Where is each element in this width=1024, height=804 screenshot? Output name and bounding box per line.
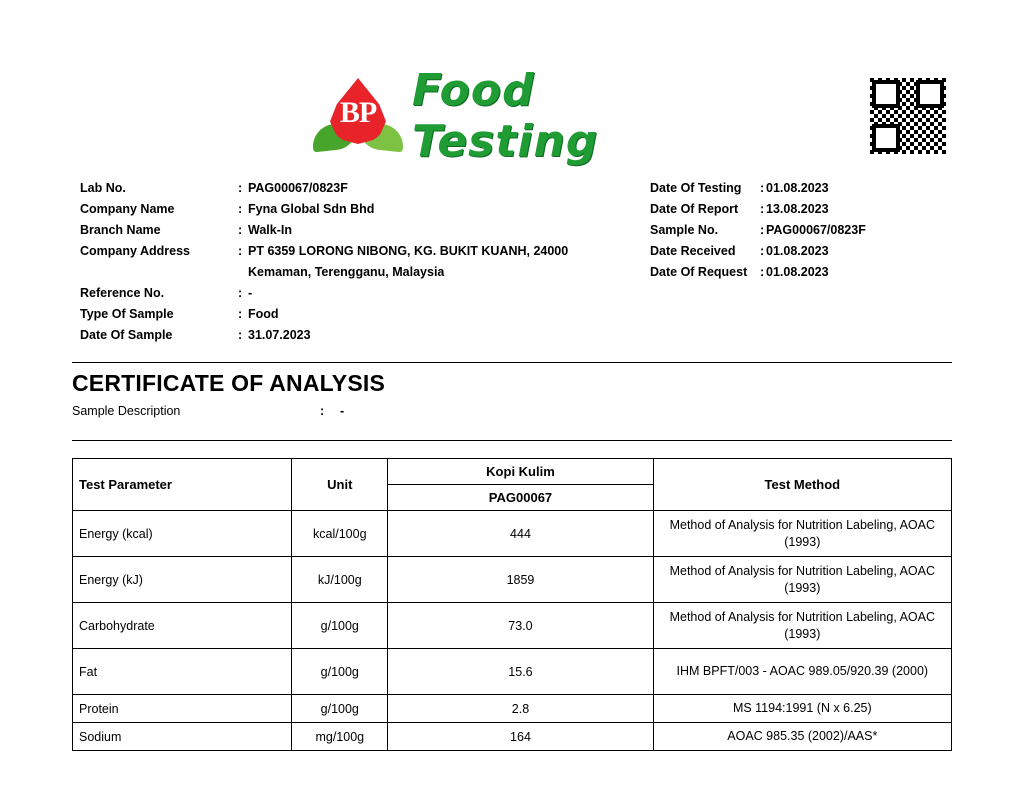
sample-description-row bbox=[72, 404, 952, 418]
header-test-method: Test Method bbox=[653, 459, 951, 511]
divider-bottom bbox=[72, 440, 952, 441]
meta-value: PAG00067/0823F bbox=[248, 181, 348, 195]
results-table bbox=[72, 458, 952, 751]
meta-label: Sample No. bbox=[650, 223, 719, 237]
cell-unit: g/100g bbox=[292, 695, 388, 723]
meta-colon: : bbox=[760, 244, 765, 258]
cell-value: 444 bbox=[388, 511, 653, 557]
cell-unit: g/100g bbox=[292, 649, 388, 695]
meta-label: Date Received bbox=[650, 244, 736, 258]
meta-label: Type Of Sample bbox=[80, 307, 174, 321]
meta-value: - bbox=[248, 286, 253, 300]
cell-method: Method of Analysis for Nutrition Labeling, AOAC (1993) bbox=[653, 511, 951, 557]
meta-label: Reference No. bbox=[80, 286, 165, 300]
table-row bbox=[73, 649, 952, 695]
meta-colon: : bbox=[238, 244, 243, 258]
meta-value: 01.08.2023 bbox=[766, 181, 829, 195]
report-meta-left bbox=[80, 178, 650, 346]
report-meta bbox=[80, 178, 948, 346]
table-row bbox=[73, 695, 952, 723]
table-header-row bbox=[73, 459, 952, 485]
meta-value: Food bbox=[248, 307, 279, 321]
cell-method: Method of Analysis for Nutrition Labeling, AOAC (1993) bbox=[653, 557, 951, 603]
meta-row-branch-name bbox=[80, 220, 650, 241]
meta-value: 31.07.2023 bbox=[248, 328, 311, 342]
table-row bbox=[73, 723, 952, 751]
cell-parameter: Fat bbox=[73, 649, 292, 695]
page-title: CERTIFICATE OF ANALYSIS bbox=[72, 370, 385, 396]
cell-method: AOAC 985.35 (2002)/AAS* bbox=[653, 723, 951, 751]
cell-parameter: Protein bbox=[73, 695, 292, 723]
cell-value: 1859 bbox=[388, 557, 653, 603]
meta-colon: : bbox=[238, 307, 243, 321]
meta-colon: : bbox=[238, 223, 243, 237]
meta-row-lab-no bbox=[80, 178, 650, 199]
cell-value: 164 bbox=[388, 723, 653, 751]
meta-value: 01.08.2023 bbox=[766, 265, 829, 279]
meta-row-company-address bbox=[80, 241, 650, 262]
cell-unit: g/100g bbox=[292, 603, 388, 649]
meta-colon: : bbox=[760, 181, 765, 195]
meta-colon: : bbox=[238, 328, 243, 342]
meta-row-date-of-request bbox=[650, 262, 948, 283]
meta-value: 01.08.2023 bbox=[766, 244, 829, 258]
cell-parameter: Carbohydrate bbox=[73, 603, 292, 649]
meta-label: Date Of Request bbox=[650, 265, 748, 279]
meta-value: 13.08.2023 bbox=[766, 202, 829, 216]
meta-colon: : bbox=[760, 223, 765, 237]
cell-value: 73.0 bbox=[388, 603, 653, 649]
qr-code-icon bbox=[870, 78, 946, 154]
sample-description-value: - bbox=[340, 404, 345, 418]
logo-mark-text: BP bbox=[339, 96, 377, 129]
header-sample-name: Kopi Kulim bbox=[388, 459, 653, 485]
meta-colon: : bbox=[238, 286, 243, 300]
header-unit: Unit bbox=[292, 459, 388, 511]
meta-row-sample-no bbox=[650, 220, 948, 241]
sample-description-colon: : bbox=[320, 404, 325, 418]
cell-method: IHM BPFT/003 - AOAC 989.05/920.39 (2000) bbox=[653, 649, 951, 695]
meta-label: Date Of Testing bbox=[650, 181, 742, 195]
meta-row-reference-no bbox=[80, 283, 650, 304]
table-row bbox=[73, 557, 952, 603]
meta-value: Fyna Global Sdn Bhd bbox=[248, 202, 375, 216]
cell-method: MS 1194:1991 (N x 6.25) bbox=[653, 695, 951, 723]
meta-value: Kemaman, Terengganu, Malaysia bbox=[248, 265, 445, 279]
cell-unit: kJ/100g bbox=[292, 557, 388, 603]
table-row bbox=[73, 511, 952, 557]
cell-unit: kcal/100g bbox=[292, 511, 388, 557]
header-sample-code: PAG00067 bbox=[388, 485, 653, 511]
meta-label: Date Of Report bbox=[650, 202, 739, 216]
meta-colon: : bbox=[760, 202, 765, 216]
meta-row-type-of-sample bbox=[80, 304, 650, 325]
cell-parameter: Energy (kJ) bbox=[73, 557, 292, 603]
meta-row-company-address-line2 bbox=[80, 262, 650, 283]
logo-wordmark: Food Testing bbox=[412, 65, 599, 167]
brand-logo bbox=[312, 65, 712, 167]
report-meta-right bbox=[650, 178, 948, 346]
meta-label: Branch Name bbox=[80, 223, 161, 237]
meta-row-date-received bbox=[650, 241, 948, 262]
cell-unit: mg/100g bbox=[292, 723, 388, 751]
cell-value: 2.8 bbox=[388, 695, 653, 723]
table-row bbox=[73, 603, 952, 649]
cell-parameter: Sodium bbox=[73, 723, 292, 751]
meta-row-date-of-testing bbox=[650, 178, 948, 199]
divider-top bbox=[72, 362, 952, 363]
meta-value: Walk-In bbox=[248, 223, 292, 237]
qr-finder-bottom-left bbox=[872, 124, 900, 152]
cell-method: Method of Analysis for Nutrition Labeling, AOAC (1993) bbox=[653, 603, 951, 649]
sample-description-label: Sample Description bbox=[72, 404, 181, 418]
meta-label: Company Name bbox=[80, 202, 175, 216]
cell-parameter: Energy (kcal) bbox=[73, 511, 292, 557]
meta-label: Date Of Sample bbox=[80, 328, 173, 342]
meta-value: PAG00067/0823F bbox=[766, 223, 866, 237]
cell-value: 15.6 bbox=[388, 649, 653, 695]
meta-row-date-of-report bbox=[650, 199, 948, 220]
meta-label: Lab No. bbox=[80, 181, 126, 195]
meta-colon: : bbox=[238, 181, 243, 195]
results-table-wrapper bbox=[72, 458, 952, 751]
meta-row-date-of-sample bbox=[80, 325, 650, 346]
meta-colon: : bbox=[238, 202, 243, 216]
meta-row-company-name bbox=[80, 199, 650, 220]
header-test-parameter: Test Parameter bbox=[73, 459, 292, 511]
logo-droplet-leaf-icon bbox=[312, 78, 404, 154]
document-header bbox=[0, 0, 1024, 167]
meta-label: Company Address bbox=[80, 244, 190, 258]
meta-colon: : bbox=[760, 265, 765, 279]
meta-value: PT 6359 LORONG NIBONG, KG. BUKIT KUANH, 24000 bbox=[248, 244, 569, 258]
